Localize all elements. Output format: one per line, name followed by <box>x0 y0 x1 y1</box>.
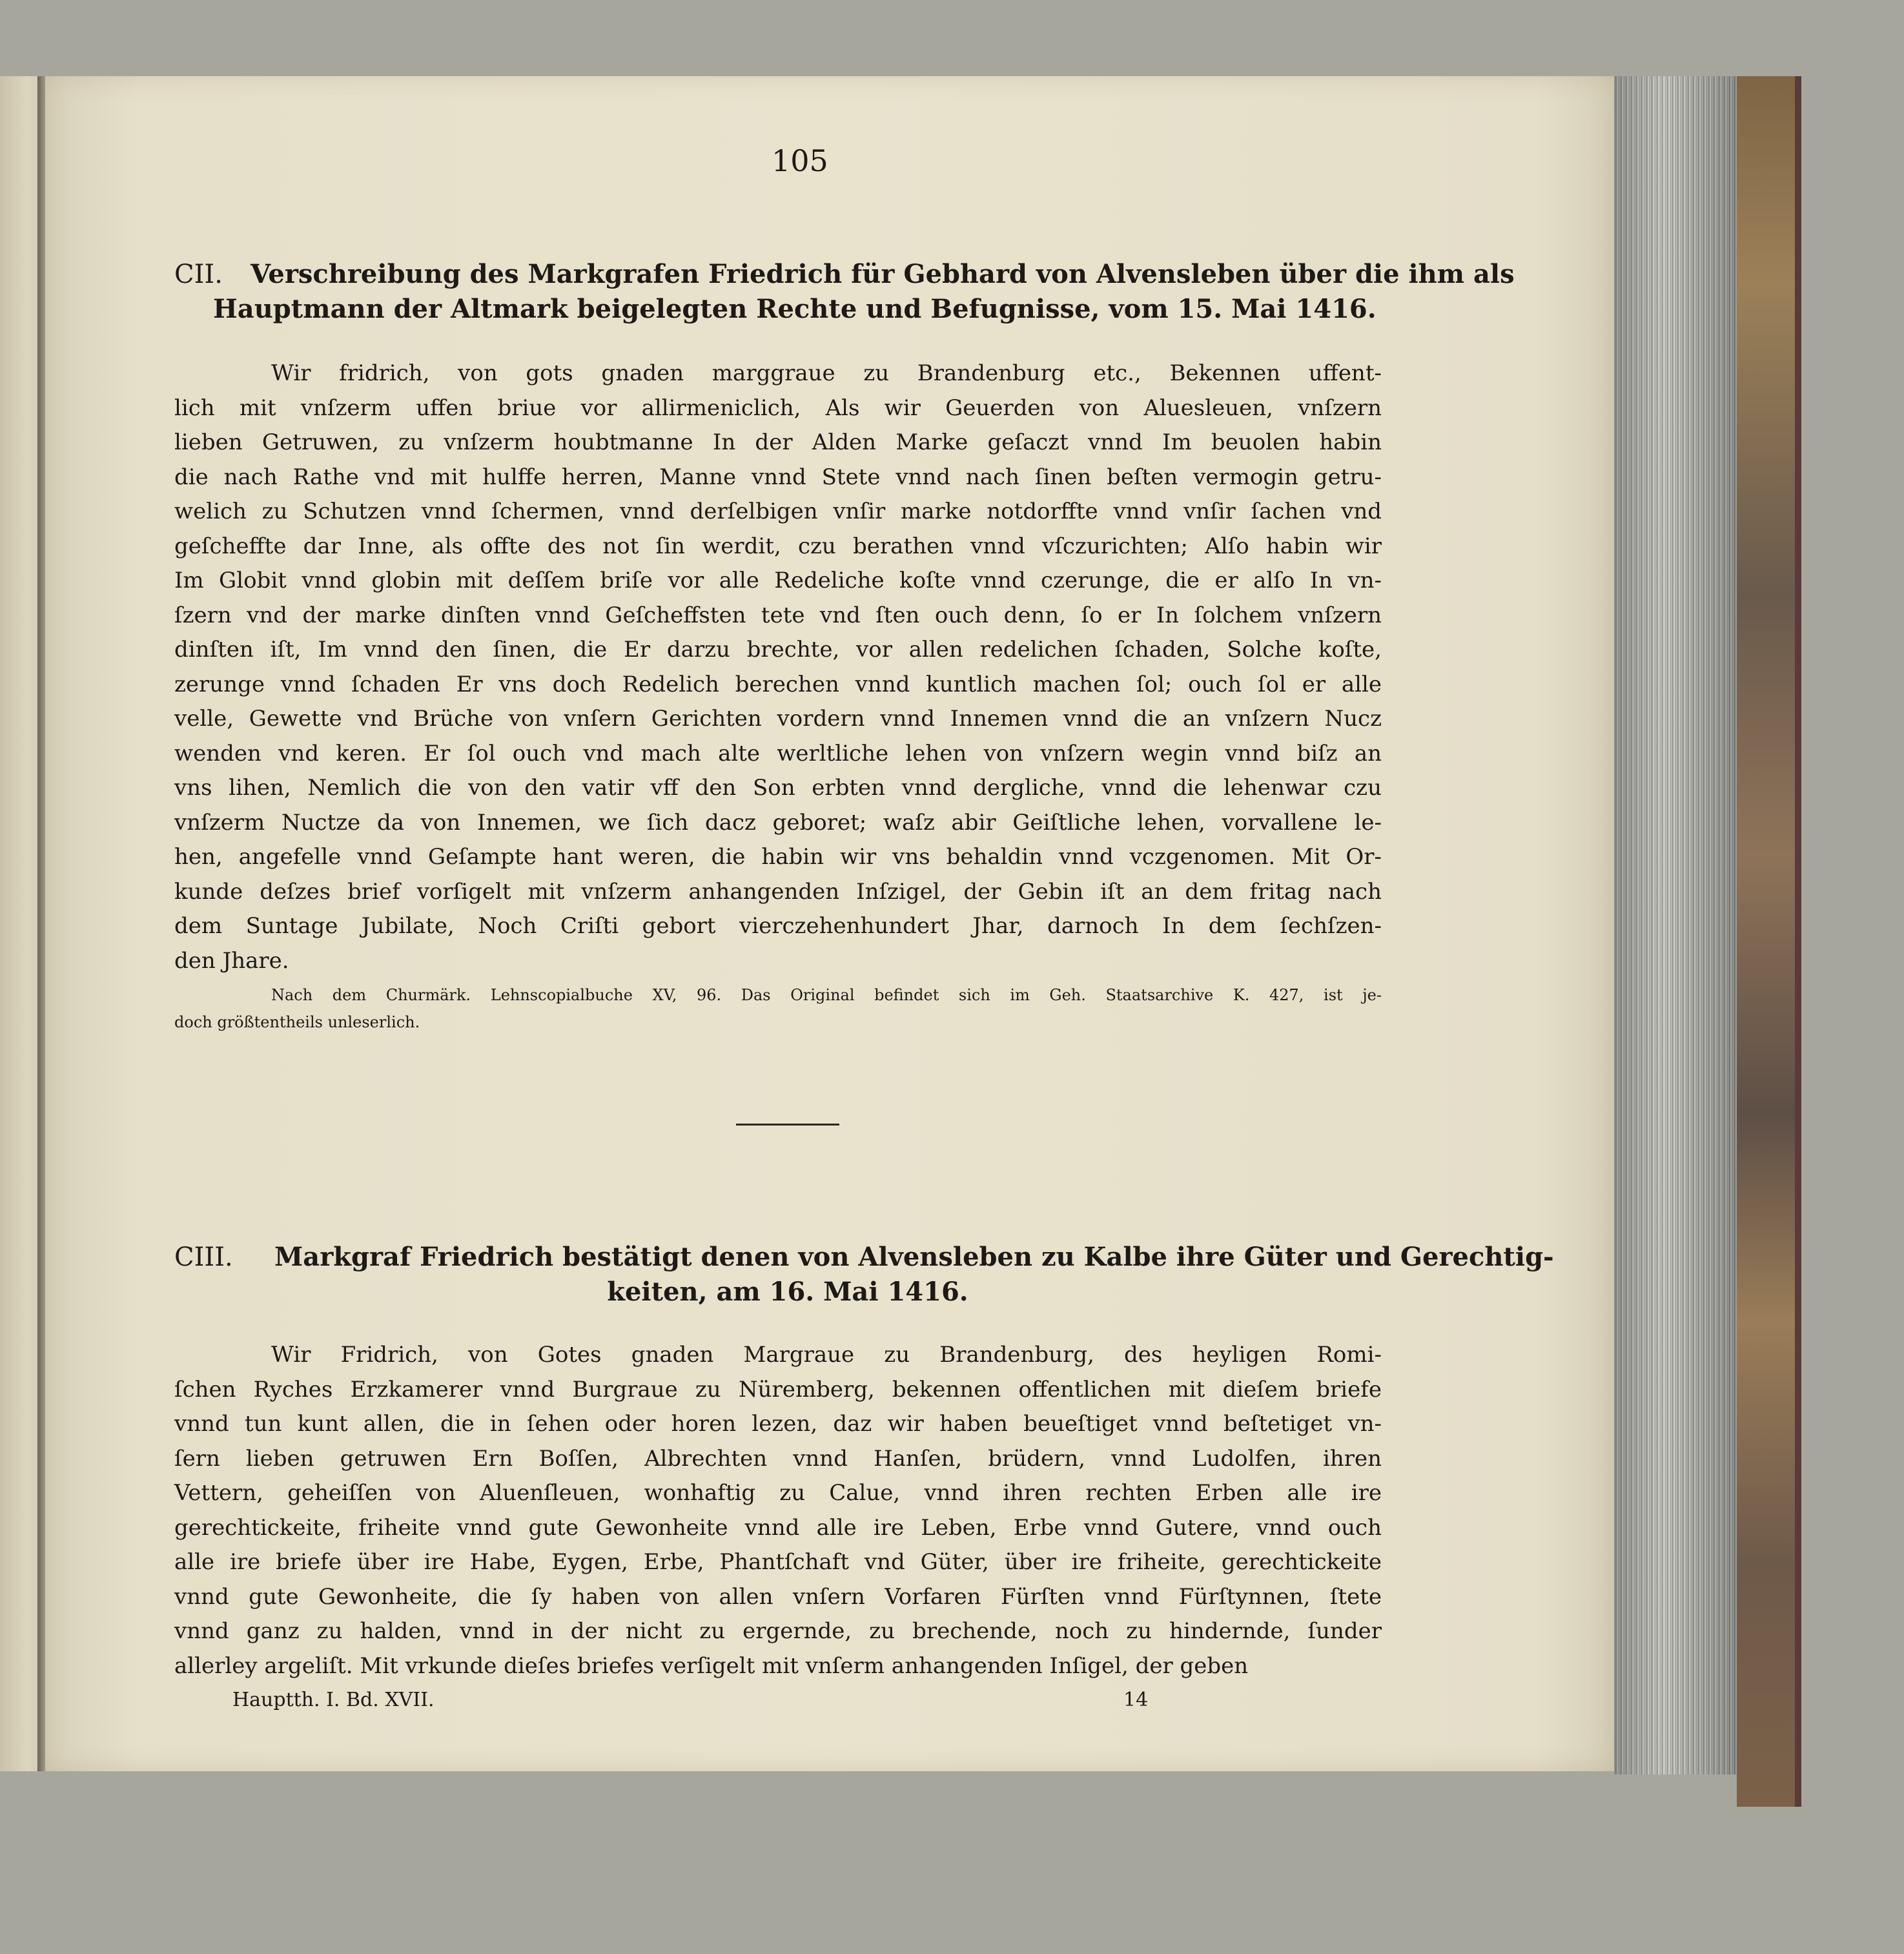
text-line: vnnd gute Gewonheite, die ſy haben von allen vnſern Vorfaren Fürſten vnnd Fürſtynnen, ſtete <box>174 1583 1382 1610</box>
text-line: wenden vnd keren. Er ſol ouch vnd mach alte werltliche lehen von vnſzern wegin vnnd biſz an <box>174 740 1382 766</box>
text-line: vnnd ganz zu halden, vnnd in der nicht zu ergernde, zu brechende, noch zu hindernde, ſunder <box>174 1618 1382 1644</box>
footer-volume: Hauptth. I. Bd. XVII. <box>232 1689 435 1711</box>
text-line: welich zu Schutzen vnnd ſchermen, vnnd derſelbigen vnſir marke notdorffte vnnd vnſir ſachen vnd <box>174 499 1382 524</box>
text-line: ſzern vnd der marke dinſten vnnd Geſcheffsten tete vnd ſten ouch denn, ſo er In ſolchem vnſzern <box>174 602 1382 628</box>
text-line: vnſzerm Nuctze da von Innemen, we ſich dacz geboret; waſz abir Geiſtliche lehen, vorvallene le- <box>174 809 1382 836</box>
text-line: kunde deſzes brief vorſigelt mit vnſzerm anhangenden Inſzigel, der Gebin iſt an dem fritag nach <box>174 878 1382 905</box>
section-ciii-body <box>174 1338 1382 1683</box>
text-line: hen, angefelle vnnd Geſampte hant weren, die habin wir vns behaldin vnnd vczgenomen. Mit Or- <box>174 844 1382 870</box>
section-ciii-number: CIII. <box>174 1242 233 1272</box>
note-line: doch größtentheils unleserlich. <box>174 1013 420 1031</box>
footer-signature: 14 <box>1123 1689 1149 1711</box>
marbled-cover <box>1737 76 1795 1807</box>
text-line: lich mit vnſzerm uffen briue vor allirmeniclich, Als wir Geuerden von Aluesleuen, vnſzern <box>174 395 1382 421</box>
text-line: velle, Gewette vnd Brüche von vnſern Gerichten vordern vnnd Innemen vnnd die an vnſzern Nucz <box>174 706 1382 732</box>
text-line: dem Suntage Jubilate, Noch Criſti gebort vierczehenhundert Jhar, darnoch In dem ſechſzen- <box>174 913 1382 939</box>
text-line: zerunge vnnd ſchaden Er vns doch Redelich berechen vnnd kuntlich machen ſol; ouch ſol er alle <box>174 671 1382 697</box>
section-cii-note <box>174 982 1382 1036</box>
text-line: ſchen Ryches Erzkamerer vnnd Burgraue zu Nüremberg, bekennen offentlichen mit dieſem briefe <box>174 1376 1382 1403</box>
page-number: 105 <box>772 143 828 178</box>
text-line: alle ire briefe über ire Habe, Eygen, Erbe, Phantſchaft vnd Güter, über ire friheite, gerechtickeite <box>174 1549 1382 1575</box>
section-ciii-title-line2: keiten, am 16. Mai 1416. <box>607 1277 968 1307</box>
text-line: vnnd tun kunt allen, die in ſehen oder horen lezen, daz wir haben beueſtiget vnnd beſtetiget vn- <box>174 1411 1382 1437</box>
text-line: dinſten iſt, Im vnnd den ſinen, die Er darzu brechte, vor allen redelichen ſchaden, Solche koſte, <box>174 637 1382 663</box>
text-line: Im Globit vnnd globin mit deſſem briſe vor alle Redeliche koſte vnnd czerunge, die er alſo In vn- <box>174 568 1382 593</box>
section-cii-title-line1: Verschreibung des Markgrafen Friedrich für Gebhard von Alvensleben über die ihm als <box>251 259 1515 289</box>
text-line: die nach Rathe vnd mit hulffe herren, Manne vnnd Stete vnnd nach ſinen beſten vermogin getru- <box>174 464 1382 490</box>
text-line: geſcheffte dar Inne, als offte des not ſin werdit, czu berathen vnnd vſczurichten; Alſo habin wir <box>174 533 1382 559</box>
page-edges-shade <box>1614 76 1737 1774</box>
text-line: Vettern, geheiſſen von Aluenſleuen, wonhaftig zu Calue, vnnd ihren rechten Erben alle ire <box>174 1480 1382 1506</box>
text-line: den Jhare. <box>174 947 289 974</box>
section-divider <box>736 1124 839 1126</box>
text-line: lieben Getruwen, zu vnſzerm houbtmanne In der Alden Marke geſaczt vnnd Im beuolen habin <box>174 429 1382 455</box>
section-cii-title-line2: Hauptmann der Altmark beigelegten Rechte und Befugnisse, vom 15. Mai 1416. <box>213 294 1377 324</box>
note-line: Nach dem Churmärk. Lehnscopialbuche XV, 96. Das Original befindet sich im Geh. Staatsarchive K. 427, ist je- <box>271 986 1382 1004</box>
text-line: gerechtickeite, friheite vnnd gute Gewonheite vnnd alle ire Leben, Erbe vnnd Gutere, vnnd ouch <box>174 1514 1382 1541</box>
text-line: Wir fridrich, von gots gnaden marggraue zu Brandenburg etc., Bekennen uffent- <box>271 360 1382 386</box>
text-line: Wir Fridrich, von Gotes gnaden Margraue zu Brandenburg, des heyligen Romi- <box>271 1342 1382 1368</box>
section-cii-body <box>174 356 1382 978</box>
text-line: allerley argeliſt. Mit vrkunde dieſes briefes verſigelt mit vnſerm anhangenden Inſigel, der geben <box>174 1652 1249 1679</box>
section-cii-number: CII. <box>174 260 223 289</box>
text-line: ſern lieben getruwen Ern Boſſen, Albrechten vnnd Hanſen, brüdern, vnnd Ludolfen, ihren <box>174 1445 1382 1472</box>
section-ciii-title-line1: Markgraf Friedrich bestätigt denen von Alvensleben zu Kalbe ihre Güter und Gerechtig- <box>274 1242 1554 1272</box>
text-line: vns lihen, Nemlich die von den vatir vff den Son erbten vnnd dergliche, vnnd die lehenwar czu <box>174 775 1382 801</box>
cover-spine-cloth <box>1795 76 1801 1807</box>
